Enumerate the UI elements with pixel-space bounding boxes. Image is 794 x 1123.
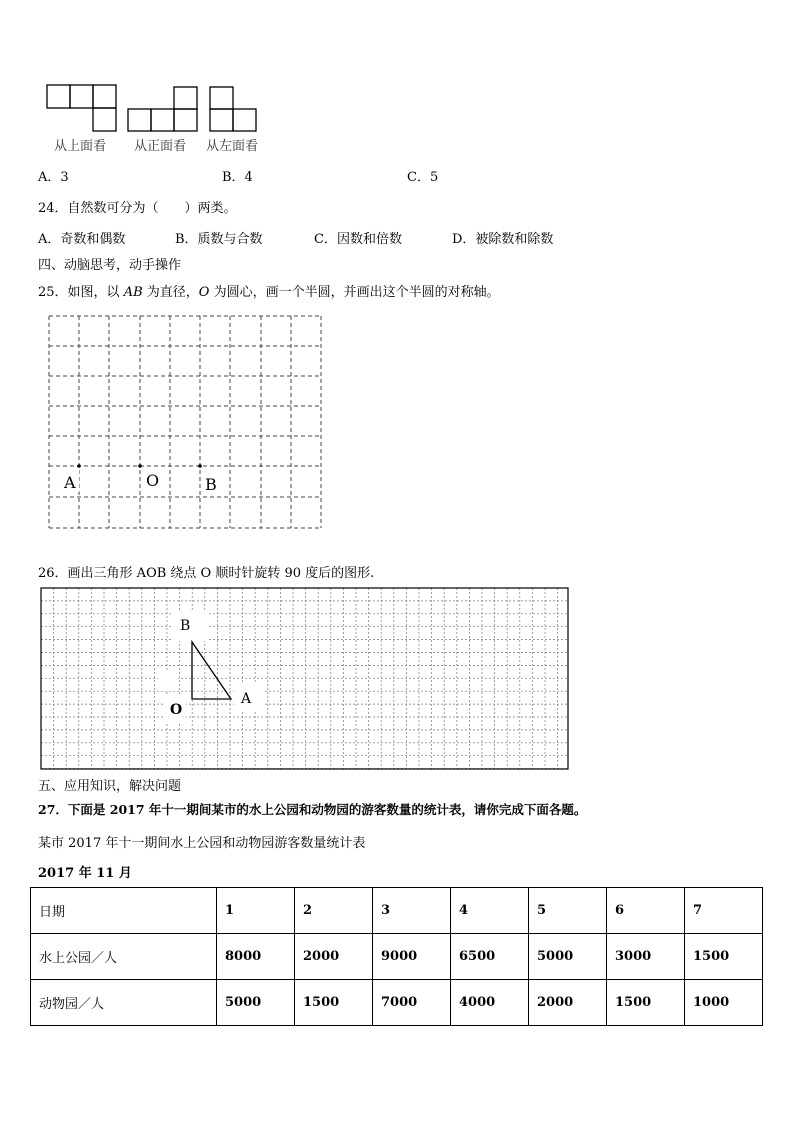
q25-grid-svg [44,312,330,534]
row-label-cell: 水上公园／人 [31,934,217,980]
header-cell: 5 [529,888,607,934]
table-header-row [31,888,763,934]
section-5-title: 五、应用知识，解决问题 [38,779,182,794]
q25-grid[interactable] [44,312,330,534]
header-cell: 4 [451,888,529,934]
q25-stem-ab: AB [123,285,143,300]
q25-stem-mid: 为直径， [142,285,199,300]
table-cell: 5000 [217,980,295,1026]
table-row [31,980,763,1026]
q23-option-b[interactable]: B．4 [222,170,253,185]
header-cell: 2 [295,888,373,934]
table-cell: 2000 [529,980,607,1026]
q26-label-o: O [170,702,183,718]
visitor-stats-table [30,887,763,1026]
front-view-label: 从正面看 [134,139,187,154]
header-cell: 7 [685,888,763,934]
header-cell: 3 [373,888,451,934]
q25-point-o-dot [138,464,142,468]
table-cell: 3000 [607,934,685,980]
header-cell: 1 [217,888,295,934]
q24-option-a[interactable]: A．奇数和偶数 [38,232,126,247]
q26-grid-svg [38,586,572,772]
table-cell: 1500 [607,980,685,1026]
q25-point-o-label: O [146,471,160,490]
header-cell: 6 [607,888,685,934]
q25-stem-suffix: 为圆心，画一个半圆，并画出这个半圆的对称轴。 [209,285,500,300]
q26-label-b: B [180,618,191,634]
q25-point-a-dot [77,464,81,468]
left-view-figure [210,87,256,131]
q26-stem: 26．画出三角形 AOB 绕点 O 顺时针旋转 90 度后的图形. [38,566,375,581]
q23-option-c[interactable]: C．5 [407,170,439,185]
table-row [31,934,763,980]
q24-stem: 24．自然数可分为（ ）两类。 [38,201,237,216]
q25-point-b-dot [198,464,202,468]
q27-table-title: 某市 2017 年十一期间水上公园和动物园游客数量统计表 [38,836,366,851]
q25-stem [38,281,500,300]
table-cell: 9000 [373,934,451,980]
q26-grid[interactable] [38,586,572,772]
table-cell: 5000 [529,934,607,980]
row-label-cell: 动物园／人 [31,980,217,1026]
table-cell: 2000 [295,934,373,980]
q24-option-b[interactable]: B．质数与合数 [175,232,263,247]
triangle-aob[interactable] [192,642,231,699]
q25-stem-o: O [198,285,210,300]
left-view-label: 从左面看 [206,139,259,154]
q25-point-b-label: B [205,475,217,494]
top-view-label: 从上面看 [54,139,107,154]
q27-table-date: 2017 年 11 月 [38,866,132,881]
q25-point-a-label: A [64,473,76,492]
q25-stem-prefix: 25．如图，以 [38,285,124,300]
table-cell: 8000 [217,934,295,980]
q24-option-d[interactable]: D．被除数和除数 [452,232,554,247]
front-view-figure [128,87,197,131]
q24-option-c[interactable]: C．因数和倍数 [314,232,402,247]
section-4-title: 四、动脑思考，动手操作 [38,258,182,273]
q23-option-a[interactable]: A．3 [38,170,69,185]
table-cell: 1500 [685,934,763,980]
table-cell: 7000 [373,980,451,1026]
q26-label-a: A [241,691,252,707]
table-cell: 1500 [295,980,373,1026]
table-cell: 4000 [451,980,529,1026]
top-view-figure [47,85,116,131]
table-cell: 6500 [451,934,529,980]
header-cell: 日期 [31,888,217,934]
table-cell: 1000 [685,980,763,1026]
q27-stem: 27．下面是 2017 年十一期间某市的水上公园和动物园的游客数量的统计表，请你完成下面各题。 [38,802,587,817]
